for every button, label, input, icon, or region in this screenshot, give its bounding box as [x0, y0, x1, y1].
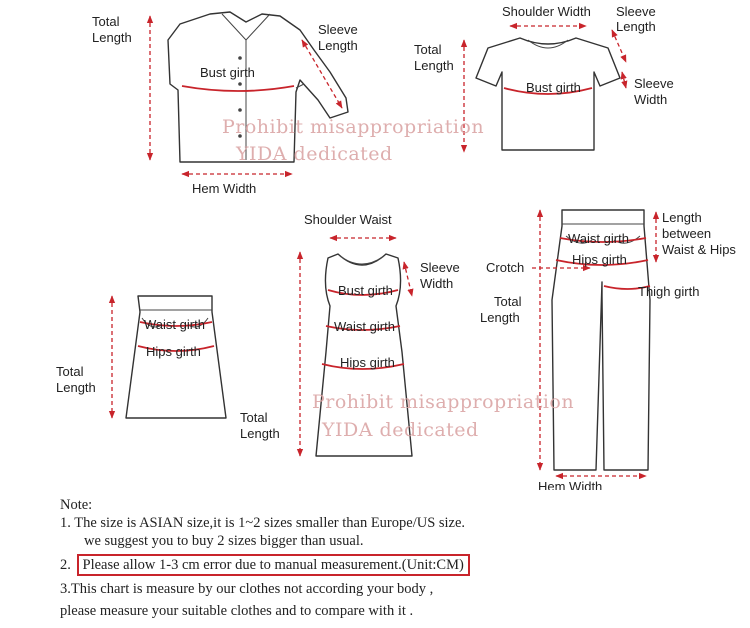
- pants-length-between-label: Length between Waist & Hips: [662, 210, 736, 257]
- pants-hem-width-label: Hem Width: [538, 479, 603, 490]
- note-2-number: 2.: [60, 557, 71, 573]
- note-3-line-2: please measure your suitable clothes and to compare with it .: [60, 603, 414, 619]
- shirt-bust-girth-label: Bust girth: [200, 65, 255, 80]
- skirt-diagram: [56, 296, 226, 418]
- dress-hips-girth-label: Hips girth: [340, 355, 395, 370]
- shirt-sleeve-length-label: Sleeve Length: [318, 22, 358, 53]
- tshirt-sleeve-length-label: Sleeve Length: [616, 4, 656, 34]
- pants-waist-girth-label: Waist girth: [568, 231, 629, 246]
- pants-crotch-label: Crotch: [486, 260, 525, 275]
- watermark-bottom-line1: Prohibit misappropriation: [312, 391, 575, 413]
- notes-heading: Note:: [60, 497, 93, 513]
- pants-hips-girth-label: Hips girth: [572, 252, 627, 267]
- pants-diagram: [480, 210, 736, 490]
- notes-section: [60, 496, 740, 620]
- dress-bust-girth-label: Bust girth: [338, 283, 393, 298]
- skirt-hips-girth-label: Hips girth: [146, 344, 201, 359]
- watermark-top-line2: YIDA dedicated: [236, 143, 393, 165]
- shirt-total-length-label: Total Length: [92, 14, 132, 45]
- pants-total-length-label: Total Length: [480, 294, 522, 325]
- watermark-bottom-line2: YIDA dedicated: [322, 419, 479, 441]
- dress-total-length-label: Total Length: [240, 410, 280, 441]
- note-1-line-2: we suggest you to buy 2 sizes bigger than usual.: [84, 533, 364, 549]
- skirt-waist-girth-label: Waist girth: [144, 317, 205, 332]
- tshirt-bust-girth-label: Bust girth: [526, 80, 581, 95]
- note-2: [60, 554, 740, 576]
- dress-shoulder-waist-label: Shoulder Waist: [304, 212, 392, 227]
- pants-thigh-girth-label: Thigh girth: [638, 284, 700, 299]
- dress-sleeve-width-label: Sleeve Width: [420, 260, 460, 291]
- tshirt-total-length-label: Total Length: [414, 42, 454, 73]
- dress-waist-girth-label: Waist girth: [334, 319, 395, 334]
- watermark-top-line1: Prohibit misappropriation: [222, 116, 485, 138]
- skirt-total-length-label: Total Length: [56, 364, 96, 395]
- tshirt-sleeve-width-label: Sleeve Width: [634, 76, 674, 107]
- shirt-diagram: [92, 12, 361, 196]
- note-3-line-1: 3.This chart is measure by our clothes not according your body ,: [60, 581, 434, 597]
- tshirt-shoulder-width-label: Shoulder Width: [502, 4, 591, 19]
- note-2-highlighted-text: Please allow 1-3 cm error due to manual measurement.(Unit:CM): [77, 554, 470, 576]
- shirt-hem-width-label: Hem Width: [192, 181, 257, 196]
- note-1-line-1: 1. The size is ASIAN size,it is 1~2 sizes smaller than Europe/US size.: [60, 515, 466, 531]
